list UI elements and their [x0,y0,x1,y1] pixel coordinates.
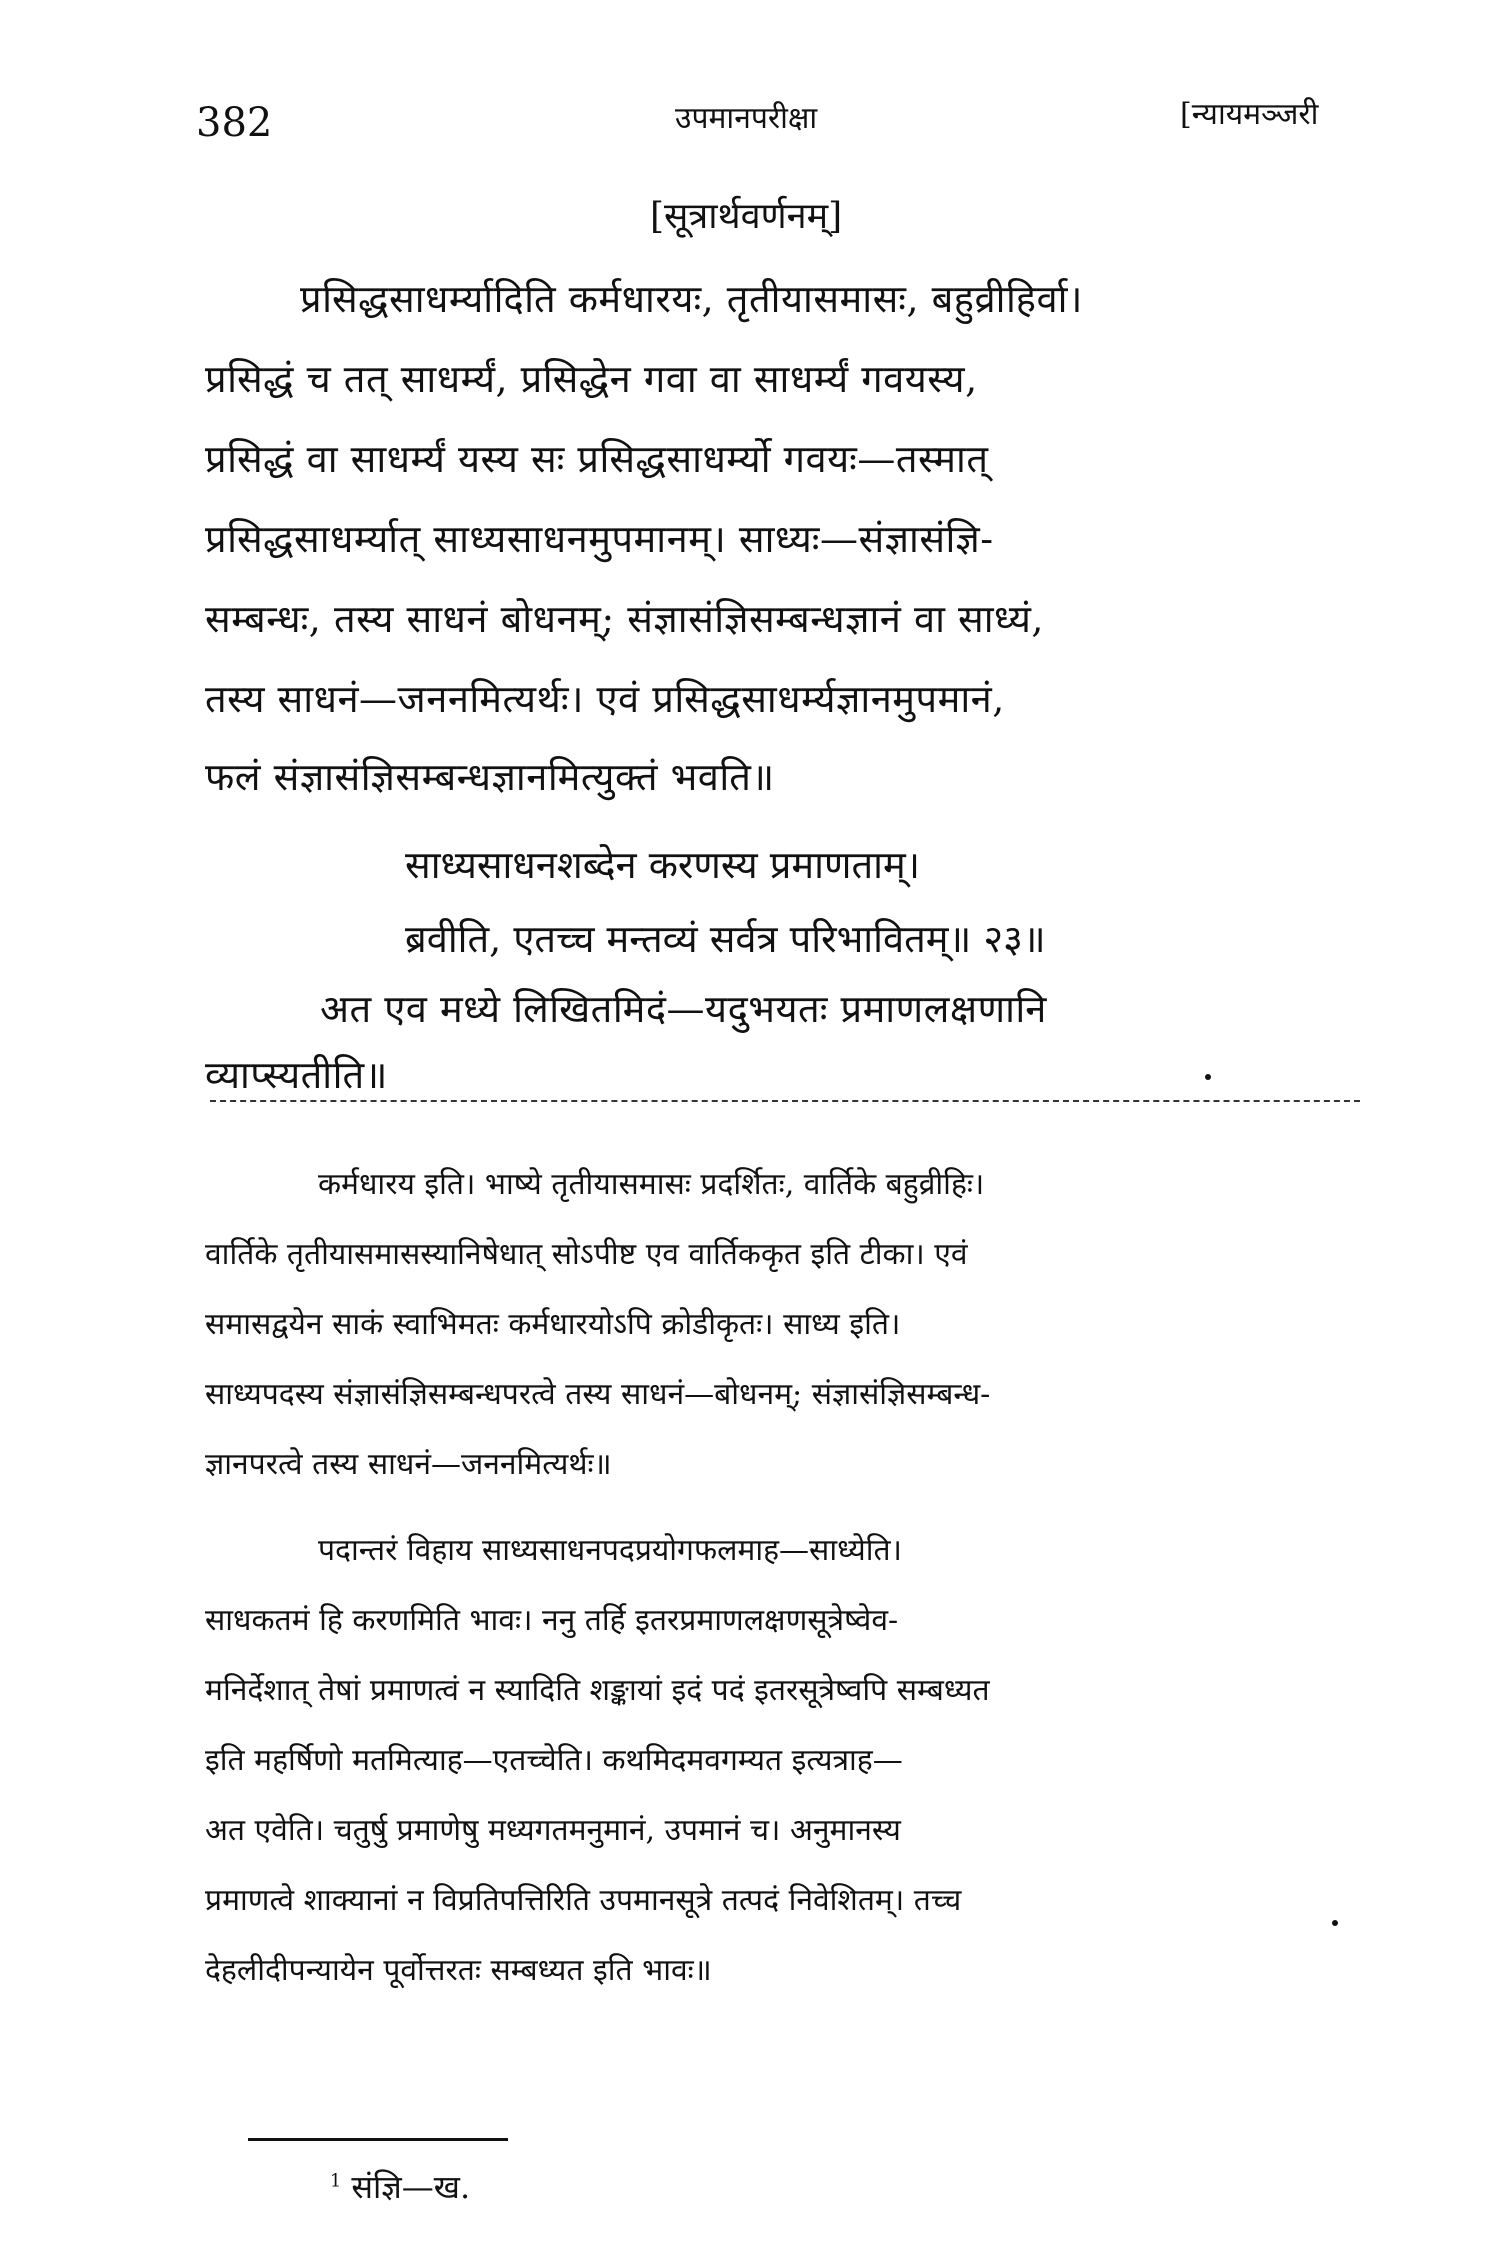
page-number: 382 [196,100,273,146]
main-text-line: अत एव मध्ये लिखितमिदं—यदुभयतः प्रमाणलक्षणानि [320,987,1047,1031]
commentary-line: अत एवेति। चतुर्षु प्रमाणेषु मध्यगतमनुमानं, उपमानं च। अनुमानस्य [205,1813,901,1848]
main-text-line: प्रसिद्धसाधर्म्यादिति कर्मधारयः, तृतीयासमासः, बहुव्रीहिर्वा। [300,277,1083,321]
commentary-line: ज्ञानपरत्वे तस्य साधनं—जननमित्यर्थः॥ [205,1447,612,1482]
commentary-line: साध्यपदस्य संज्ञासंज्ञिसम्बन्धपरत्वे तस्य साधनं—बोधनम्; संज्ञासंज्ञिसम्बन्ध- [205,1377,991,1412]
running-title: उपमानपरीक्षा [675,101,818,136]
stray-mark [1205,1074,1211,1080]
section-heading: [सूत्रार्थवर्णनम्] [650,196,843,237]
footnote-text: संज्ञि—ख. [351,2168,471,2206]
main-text-line: तस्य साधनं—जननमित्यर्थः। एवं प्रसिद्धसाधर्म्यज्ञानमुपमानं, [205,677,1005,721]
footnote [330,2165,470,2208]
commentary-line: साधकतमं हि करणमिति भावः। ननु तर्हि इतरप्रमाणलक्षणसूत्रेष्वेव- [205,1603,899,1638]
commentary-line: पदान्तरं विहाय साध्यसाधनपदप्रयोगफलमाह—साध्येति। [318,1533,903,1568]
commentary-line: इति महर्षिणो मतमित्याह—एतच्चेति। कथमिदमवगम्यत इत्यत्राह— [205,1743,903,1778]
verse-line: ब्रवीति, एतच्च मन्तव्यं सर्वत्र परिभावितम्॥ २३॥ [405,917,1046,961]
main-text-line: प्रसिद्धं च तत् साधर्म्यं, प्रसिद्धेन गवा वा साधर्म्यं गवयस्य, [205,357,978,401]
commentary-line: कर्मधारय इति। भाष्ये तृतीयासमासः प्रदर्शितः, वार्तिके बहुव्रीहिः। [318,1167,985,1202]
footnote-rule [248,2138,508,2141]
commentary-line: देहलीदीपन्यायेन पूर्वोत्तरतः सम्बध्यत इति भावः॥ [205,1953,712,1988]
main-text-line: प्रसिद्धसाधर्म्यात् साध्यसाधनमुपमानम्। साध्यः—संज्ञासंज्ञि- [205,517,994,561]
main-text-line: फलं संज्ञासंज्ञिसम्बन्धज्ञानमित्युक्तं भवति॥ [205,755,775,799]
main-text-line: प्रसिद्धं वा साधर्म्यं यस्य सः प्रसिद्धसाधर्म्यो गवयः—तस्मात् [205,437,989,481]
main-text-line: सम्बन्धः, तस्य साधनं बोधनम्; संज्ञासंज्ञिसम्बन्धज्ञानं वा साध्यं, [205,597,1044,641]
verse-line: साध्यसाधनशब्देन करणस्य प्रमाणताम्। [405,843,921,887]
footnote-marker: 1 [330,2171,342,2192]
running-header-book-title: [न्यायमञ्जरी [1180,97,1319,132]
stray-mark [1332,1920,1338,1926]
commentary-separator [210,1100,1360,1102]
main-text-line: व्याप्स्यतीति॥ [205,1053,388,1097]
commentary-line: समासद्वयेन साकं स्वाभिमतः कर्मधारयोऽपि क्रोडीकृतः। साध्य इति। [205,1307,901,1342]
commentary-line: मनिर्देशात् तेषां प्रमाणत्वं न स्यादिति शङ्कायां इदं पदं इतरसूत्रेष्वपि सम्बध्यत [205,1673,990,1708]
commentary-line: प्रमाणत्वे शाक्यानां न विप्रतिपत्तिरिति उपमानसूत्रे तत्पदं निवेशितम्। तच्च [205,1883,962,1918]
commentary-line: वार्तिके तृतीयासमासस्यानिषेधात् सोऽपीष्ट एव वार्तिककृत इति टीका। एवं [205,1237,968,1272]
